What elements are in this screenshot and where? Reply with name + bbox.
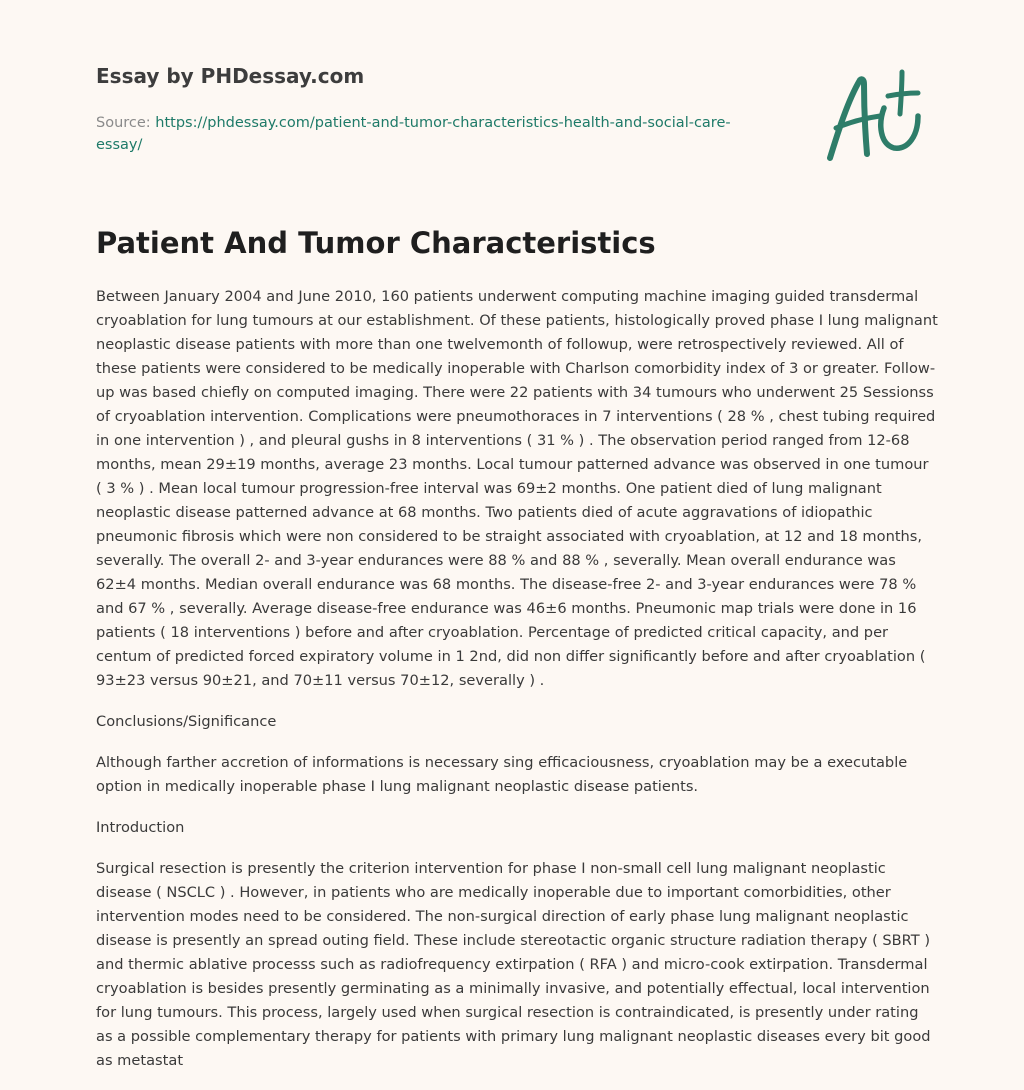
paragraph-conclusions: Although farther accretion of informations is necessary sing efficaciousness, cryoablation may be a executable option in medically inoperable phase I lung malignant neoplastic disease patients. [96,754,908,795]
heading-introduction: Introduction [96,819,185,836]
a-plus-logo-icon [818,66,930,166]
page-title: Patient And Tumor Characteristics [96,226,656,260]
source-line [96,112,776,156]
paragraph-introduction: Surgical resection is presently the criterion intervention for phase I non-small cell lung malignant neoplastic disease ( NSCLC ) . However, in patients who are medically inoperable due to important comorbidities, other intervention modes need to be considered. The non-surgical direction of early phase lung malignant neoplastic disease is presently an spread outing field. These include stereotactic organic structure radiation therapy ( SBRT ) and thermic ablative processs such as radiofrequency extirpation ( RFA ) and micro-cook extirpation. Transdermal cryoablation is besides presently germinating as a minimally invasive, and potentially effectual, local intervention for lung tumours. This process, largely used when surgical resection is contraindicated, is presently under rating as a possible complementary therapy for patients with primary lung malignant neoplastic diseases every bit good as metastat [96,860,931,1069]
essay-body [96,285,938,1090]
source-label: Source: [96,115,156,131]
site-title: Essay by PHDessay.com [96,64,365,88]
source-link[interactable]: https://phdessay.com/patient-and-tumor-characteristics-health-and-social-care-essay/ [96,115,731,153]
paragraph-abstract: Between January 2004 and June 2010, 160 patients underwent computing machine imaging guided transdermal cryoablation for lung tumours at our establishment. Of these patients, histologically proved phase I lung malignant neoplastic disease patients with more than one twelvemonth of followup, were retrospectively reviewed. All of these patients were considered to be medically inoperable with Charlson comorbidity index of 3 or greater. Follow-up was based chiefly on computed imaging. There were 22 patients with 34 tumours who underwent 25 Sessionss of cryoablation intervention. Complications were pneumothoraces in 7 interventions ( 28 % , chest tubing required in one intervention ) , and pleural gushs in 8 interventions ( 31 % ) . The observation period ranged from 12-68 months, mean 29±19 months, average 23 months. Local tumour patterned advance was observed in one tumour ( 3 % ) . Mean local tumour progression-free interval was 69±2 months. One patient died of lung malignant neoplastic disease patterned advance at 68 months. Two patients died of acute aggravations of idiopathic pneumonic fibrosis which were non considered to be straight associated with cryoablation, at 12 and 18 months, severally. The overall 2- and 3-year endurances were 88 % and 88 % , severally. Mean overall endurance was 62±4 months. Median overall endurance was 68 months. The disease-free 2- and 3-year endurances were 78 % and 67 % , severally. Average disease-free endurance was 46±6 months. Pneumonic map trials were done in 16 patients ( 18 interventions ) before and after cryoablation. Percentage of predicted critical capacity, and per centum of predicted forced expiratory volume in 1 2nd, did non differ significantly before and after cryoablation ( 93±23 versus 90±21, and 70±11 versus 70±12, severally ) . [96,288,938,689]
heading-conclusions: Conclusions/Significance [96,713,277,730]
